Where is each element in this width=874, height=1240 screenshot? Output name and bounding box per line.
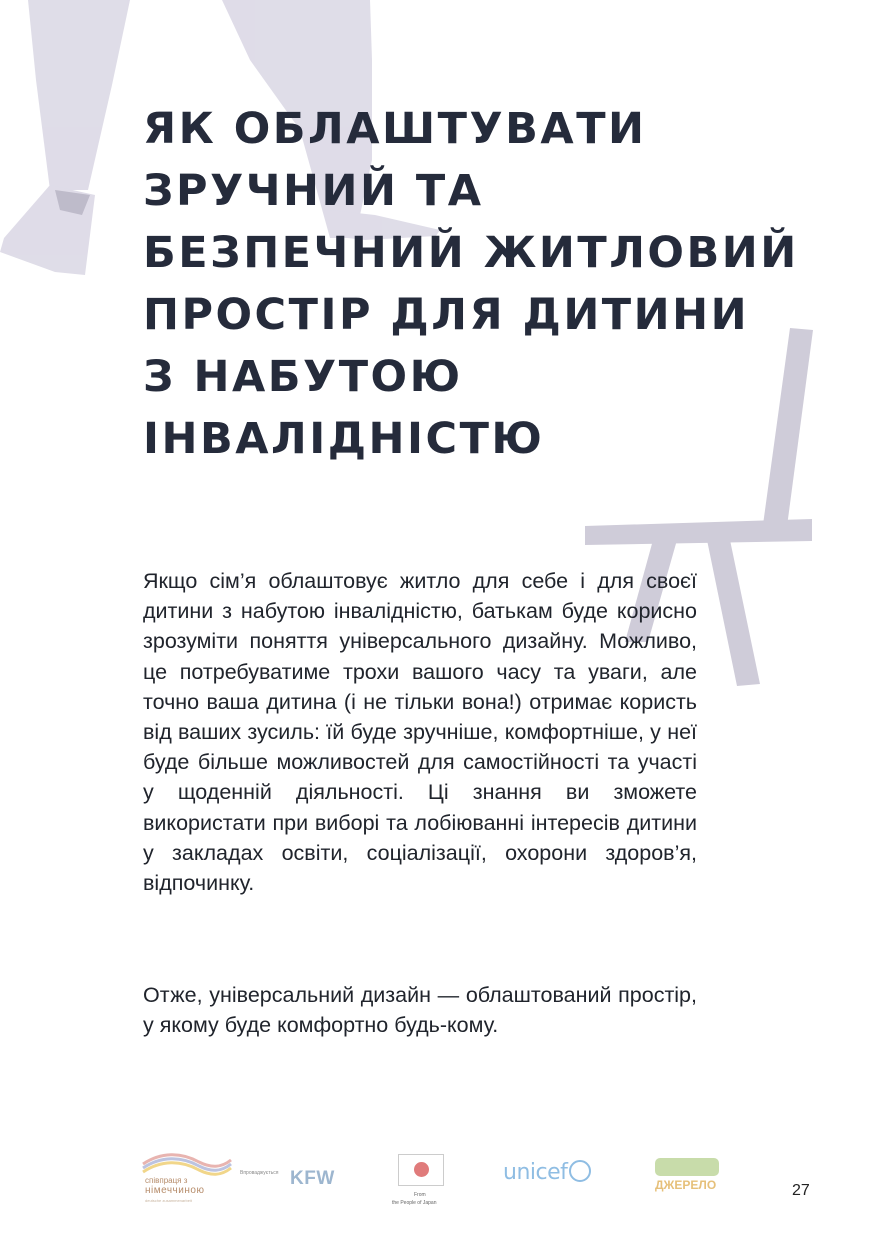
cooperation-line1: співпраця з: [145, 1176, 188, 1185]
conclusion-paragraph: Отже, універсальний дизайн — облаштований простір, у якому буде комфортно будь-кому.: [143, 983, 697, 1038]
unicef-logo: [503, 1160, 591, 1185]
page-title: [143, 98, 823, 470]
chair-seat: [585, 519, 812, 545]
implemented-label: Впроваджується: [240, 1170, 279, 1176]
globe-icon: [569, 1160, 591, 1182]
figure-left-leg: [28, 0, 130, 190]
cooperation-line2: німеччиною: [145, 1185, 205, 1196]
partner-logos: [0, 1140, 874, 1240]
dzherelo-logo: [653, 1158, 721, 1196]
intro-paragraph: Якщо сім’я облаштовує житло для себе і для своєї дитини з набутою інвалідністю, батькам буде корисно зрозуміти поняття універсального дизайну. Можливо, це потребуватиме трохи вашого часу та уваги, але точно ваша дитина (і не тільки вона!) отримає користь від ваших зусиль: їй буде зручніше, комфортніше, у неї буде більше можливостей для самостійності та участі у щоденній діяльності. Ці знання ви зможете використати при виборі та лобіюванні інтересів дитини у закладах освіти, соціалізації, охорони здоров’я, відпочинку.: [143, 569, 697, 896]
japan-logo: [392, 1154, 452, 1210]
page-number: 27: [792, 1182, 810, 1199]
children-figures-icon: [655, 1158, 719, 1176]
kfw-logo: KFW: [290, 1168, 335, 1189]
title-line: БЕЗПЕЧНИЙ ЖИТЛОВИЙ: [143, 228, 799, 278]
title-line: ЯК ОБЛАШТУВАТИ: [143, 104, 647, 154]
flag-wave-icon: [141, 1150, 233, 1176]
title-line: ПРОСТІР ДЛЯ ДИТИНИ: [143, 290, 750, 340]
cooperation-line3: deutsche zusammenarbeit: [145, 1198, 192, 1203]
unicef-text: unicef: [503, 1160, 568, 1185]
japan-people: the People of Japan: [392, 1200, 437, 1206]
dzherelo-text: ДЖЕРЕЛО: [655, 1178, 717, 1192]
title-line: З НАБУТОЮ: [143, 352, 463, 402]
cooperation-germany-logo: [141, 1150, 233, 1204]
title-line: ІНВАЛІДНІСТЮ: [143, 414, 545, 464]
japan-flag-icon: [398, 1154, 444, 1186]
japan-from: From: [414, 1192, 426, 1198]
title-line: ЗРУЧНИЙ ТА: [143, 166, 484, 216]
chair-leg-right: [707, 540, 760, 686]
